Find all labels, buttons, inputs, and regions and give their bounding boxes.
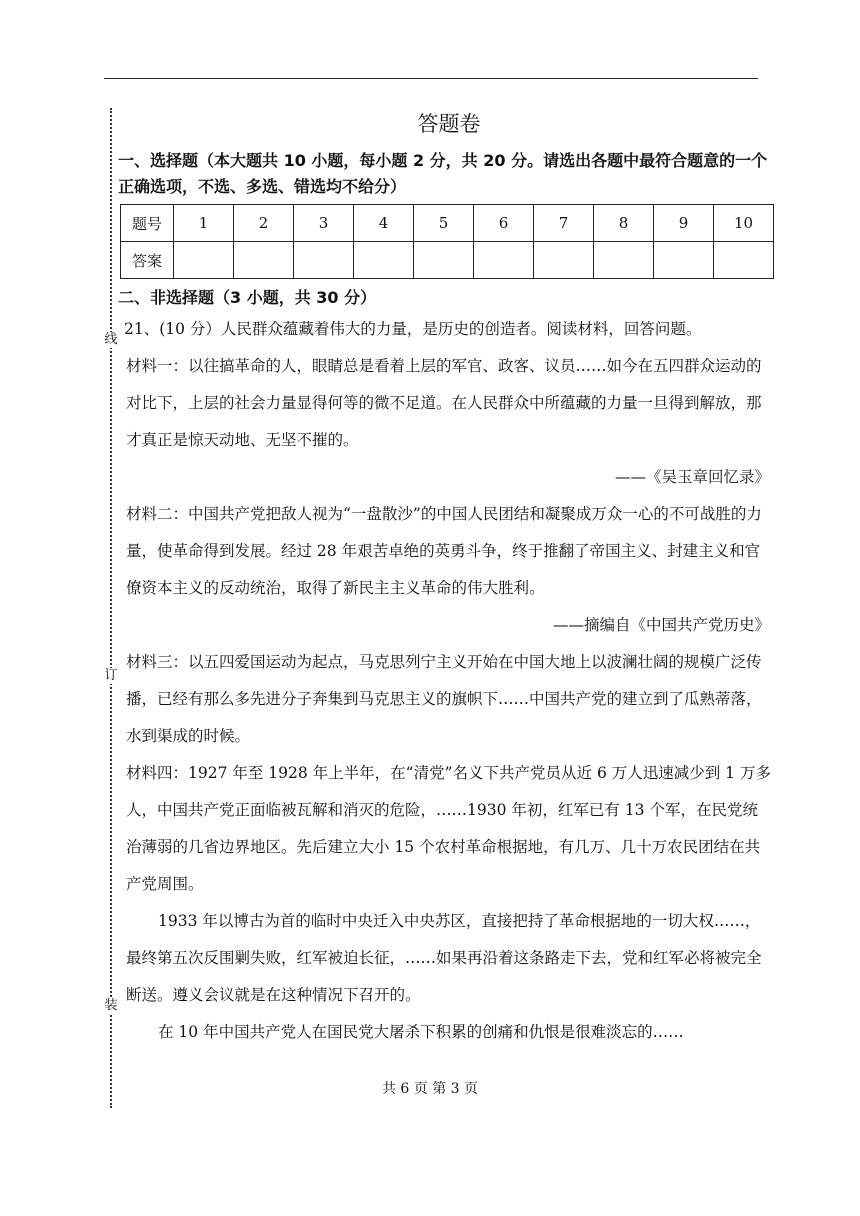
- answer-cell[interactable]: [474, 242, 534, 279]
- material-1: 材料一：以往搞革命的人，眼睛总是看着上层的军官、政客、议员……如今在五四群众运动的对比下，上层的社会力量显得何等的微不足道。在人民群众中所蕴藏的力量一旦得到解放，那才真正是惊天动地、无坚不摧的。: [126, 357, 762, 449]
- answer-cell[interactable]: [594, 242, 654, 279]
- answer-cell[interactable]: [174, 242, 234, 279]
- binding-dotted-line: [110, 108, 112, 1108]
- question-number-label: 题号: [121, 205, 174, 242]
- material-4-paragraph-2: 1933 年以博古为首的临时中央迁入中央苏区，直接把持了革命根据地的一切大权……，最终第五次反围剿失败，红军被迫长征，……如果再沿着这条路走下去，党和红军必将被完全断送。遵义会议就是在这种情况下召开的。: [126, 912, 762, 1004]
- question-number-cell: 1: [174, 205, 234, 242]
- question-number-cell: 8: [594, 205, 654, 242]
- section1-heading: 一、选择题（本大题共 10 小题，每小题 2 分，共 20 分。请选出各题中最符合题意的一个正确选项，不选、多选、错选均不给分）: [118, 151, 768, 196]
- answer-cell[interactable]: [654, 242, 714, 279]
- question-number-row: [121, 205, 774, 242]
- question-number-cell: 9: [654, 205, 714, 242]
- section2-heading: 二、非选择题（3 小题，共 30 分）: [118, 288, 377, 307]
- answer-cell[interactable]: [534, 242, 594, 279]
- material-1-source: ——《吴玉章回忆录》: [614, 468, 770, 486]
- question-number-cell: 5: [414, 205, 474, 242]
- question-number-cell: 10: [714, 205, 774, 242]
- material-4-paragraph-3: 在 10 年中国共产党人在国民党大屠杀下积累的创痛和仇恨是很难淡忘的……: [158, 1023, 684, 1041]
- question-number-cell: 6: [474, 205, 534, 242]
- material-2: 材料二：中国共产党把敌人视为“一盘散沙”的中国人民团结和凝聚成万众一心的不可战胜的力量，使革命得到发展。经过 28 年艰苦卓绝的英勇斗争，终于推翻了帝国主义、封建主义和官僚资本主义的反动统治，取得了新民主主义革命的伟大胜利。: [126, 505, 762, 597]
- page-footer: 共 6 页 第 3 页: [381, 1081, 479, 1097]
- answer-cell[interactable]: [234, 242, 294, 279]
- answer-cell[interactable]: [294, 242, 354, 279]
- answer-cell[interactable]: [414, 242, 474, 279]
- question-number-cell: 2: [234, 205, 294, 242]
- answer-label: 答案: [121, 242, 174, 279]
- answer-row: [121, 242, 774, 279]
- question-number-cell: 3: [294, 205, 354, 242]
- question-number-cell: 7: [534, 205, 594, 242]
- material-4: 材料四：1927 年至 1928 年上半年，在“清党”名义下共产党员从近 6 万人迅速减少到 1 万多人，中国共产党正面临被瓦解和消灭的危险，……1930 年初，红军已有 13 个军，在民党统治薄弱的几省边界地区。先后建立大小 15 个农村革命根据地，有几万、几十万农民团结在共产党周围。: [126, 764, 771, 893]
- question-number-cell: 4: [354, 205, 414, 242]
- answer-sheet-content: [118, 110, 772, 1051]
- question-21-intro: 21、(10 分）人民群众蕴藏着伟大的力量，是历史的创造者。阅读材料，回答问题。: [124, 320, 702, 338]
- material-2-source: ——摘编自《中国共产党历史》: [552, 616, 770, 634]
- answer-table: [120, 204, 774, 279]
- answer-cell[interactable]: [714, 242, 774, 279]
- binding-mark-zhuang: 装: [104, 998, 118, 1013]
- material-3: 材料三：以五四爱国运动为起点，马克思列宁主义开始在中国大地上以波澜壮阔的规模广泛传播，已经有那么多先进分子奔集到马克思主义的旗帜下……中国共产党的建立到了瓜熟蒂落，水到渠成的时候。: [126, 653, 762, 745]
- binding-mark-ding: 订: [104, 668, 118, 683]
- binding-mark-xian: 线: [104, 332, 118, 347]
- top-rule: [104, 78, 758, 79]
- answer-cell[interactable]: [354, 242, 414, 279]
- page-title: 答题卷: [417, 112, 481, 136]
